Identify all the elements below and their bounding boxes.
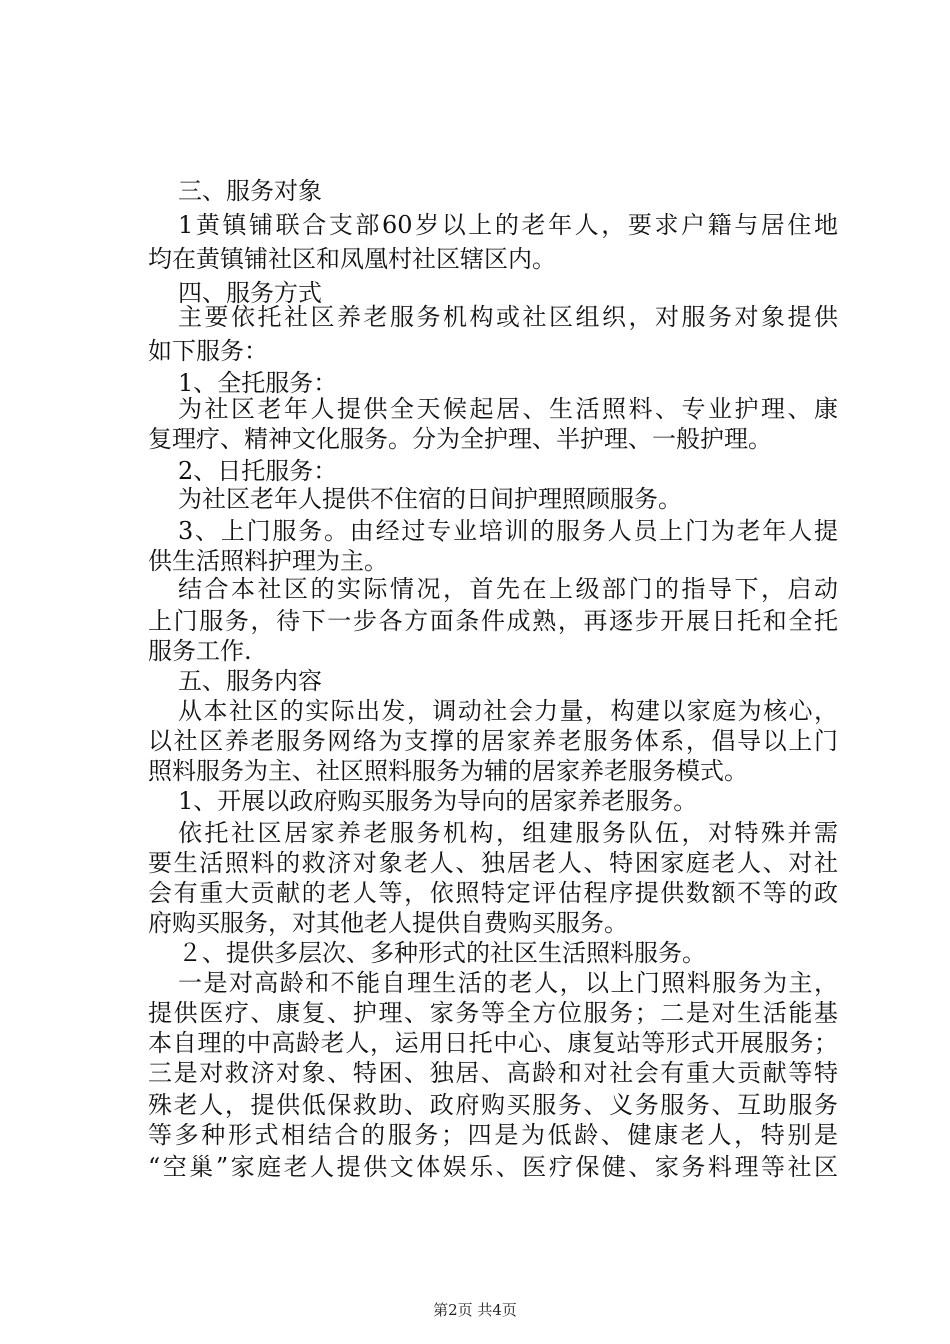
heading-service-content: 五、服务内容: [178, 667, 322, 695]
paragraph-line: 供生活照料护理为主。: [148, 547, 388, 575]
paragraph-line: 如下服务：: [148, 337, 268, 365]
paragraph-line: 照料服务为主、社区照料服务为辅的居家养老服务模式。: [148, 757, 748, 785]
subheading-full-care: 1、全托服务：: [178, 369, 338, 397]
heading-service-method: 四、服务方式: [178, 279, 322, 307]
paragraph-line: 复理疗、精神文化服务。分为全护理、半护理、一般护理。: [148, 425, 772, 453]
paragraph-line: 上门服务，待下一步各方面条件成熟，再逐步开展日托和全托: [148, 607, 838, 635]
paragraph-line: “空巢”家庭老人提供文体娱乐、医疗保健、家务料理等社区: [148, 1153, 838, 1181]
paragraph-line: 三是对救济对象、特困、独居、高龄和对社会有重大贡献等特: [148, 1059, 838, 1087]
paragraph-line: 从本社区的实际出发，调动社会力量，构建以家庭为核心，: [178, 697, 838, 725]
paragraph-line: 结合本社区的实际情况，首先在上级部门的指导下，启动: [178, 575, 838, 603]
paragraph-line: 要生活照料的救济对象老人、独居老人、特困家庭老人、对社: [148, 849, 838, 877]
paragraph-line: 殊老人，提供低保救助、政府购买服务、义务服务、互助服务: [148, 1091, 838, 1119]
subheading-gov-purchase: 1、开展以政府购买服务为导向的居家养老服务。: [178, 787, 698, 815]
subheading-day-care: 2、日托服务：: [178, 457, 338, 485]
subheading-multi-level: ２、提供多层次、多种形式的社区生活照料服务。: [178, 939, 706, 967]
paragraph-line: 本自理的中高龄老人，运用日托中心、康复站等形式开展服务；: [148, 1029, 838, 1057]
paragraph-line: 主要依托社区养老服务机构或社区组织，对服务对象提供: [178, 303, 838, 331]
paragraph-line: 为社区老年人提供全天候起居、生活照料、专业护理、康: [178, 395, 838, 423]
paragraph-line: 均在黄镇铺社区和凤凰村社区辖区内。: [148, 245, 556, 273]
paragraph-line: 3、上门服务。由经过专业培训的服务人员上门为老年人提: [178, 517, 838, 545]
page-footer: 第2页 共4页: [433, 1301, 517, 1319]
paragraph-line: 1黄镇铺联合支部60岁以上的老年人，要求户籍与居住地: [178, 211, 838, 239]
paragraph-line: 等多种形式相结合的服务；四是为低龄、健康老人，特别是: [148, 1121, 838, 1149]
paragraph-line: 会有重大贡献的老人等，依照特定评估程序提供数额不等的政: [148, 879, 838, 907]
paragraph-line: 为社区老年人提供不住宿的日间护理照顾服务。: [178, 485, 682, 513]
paragraph-line: 依托社区居家养老服务机构，组建服务队伍，对特殊并需: [178, 819, 838, 847]
paragraph-line: 一是对高龄和不能自理生活的老人，以上门照料服务为主，: [178, 969, 838, 997]
paragraph-line: 提供医疗、康复、护理、家务等全方位服务；二是对生活能基: [148, 999, 838, 1027]
paragraph-line: 府购买服务，对其他老人提供自费购买服务。: [148, 909, 628, 937]
heading-service-target: 三、服务对象: [178, 177, 322, 205]
paragraph-line: 以社区养老服务网络为支撑的居家养老服务体系，倡导以上门: [148, 727, 838, 755]
paragraph-line: 服务工作.: [148, 637, 252, 665]
